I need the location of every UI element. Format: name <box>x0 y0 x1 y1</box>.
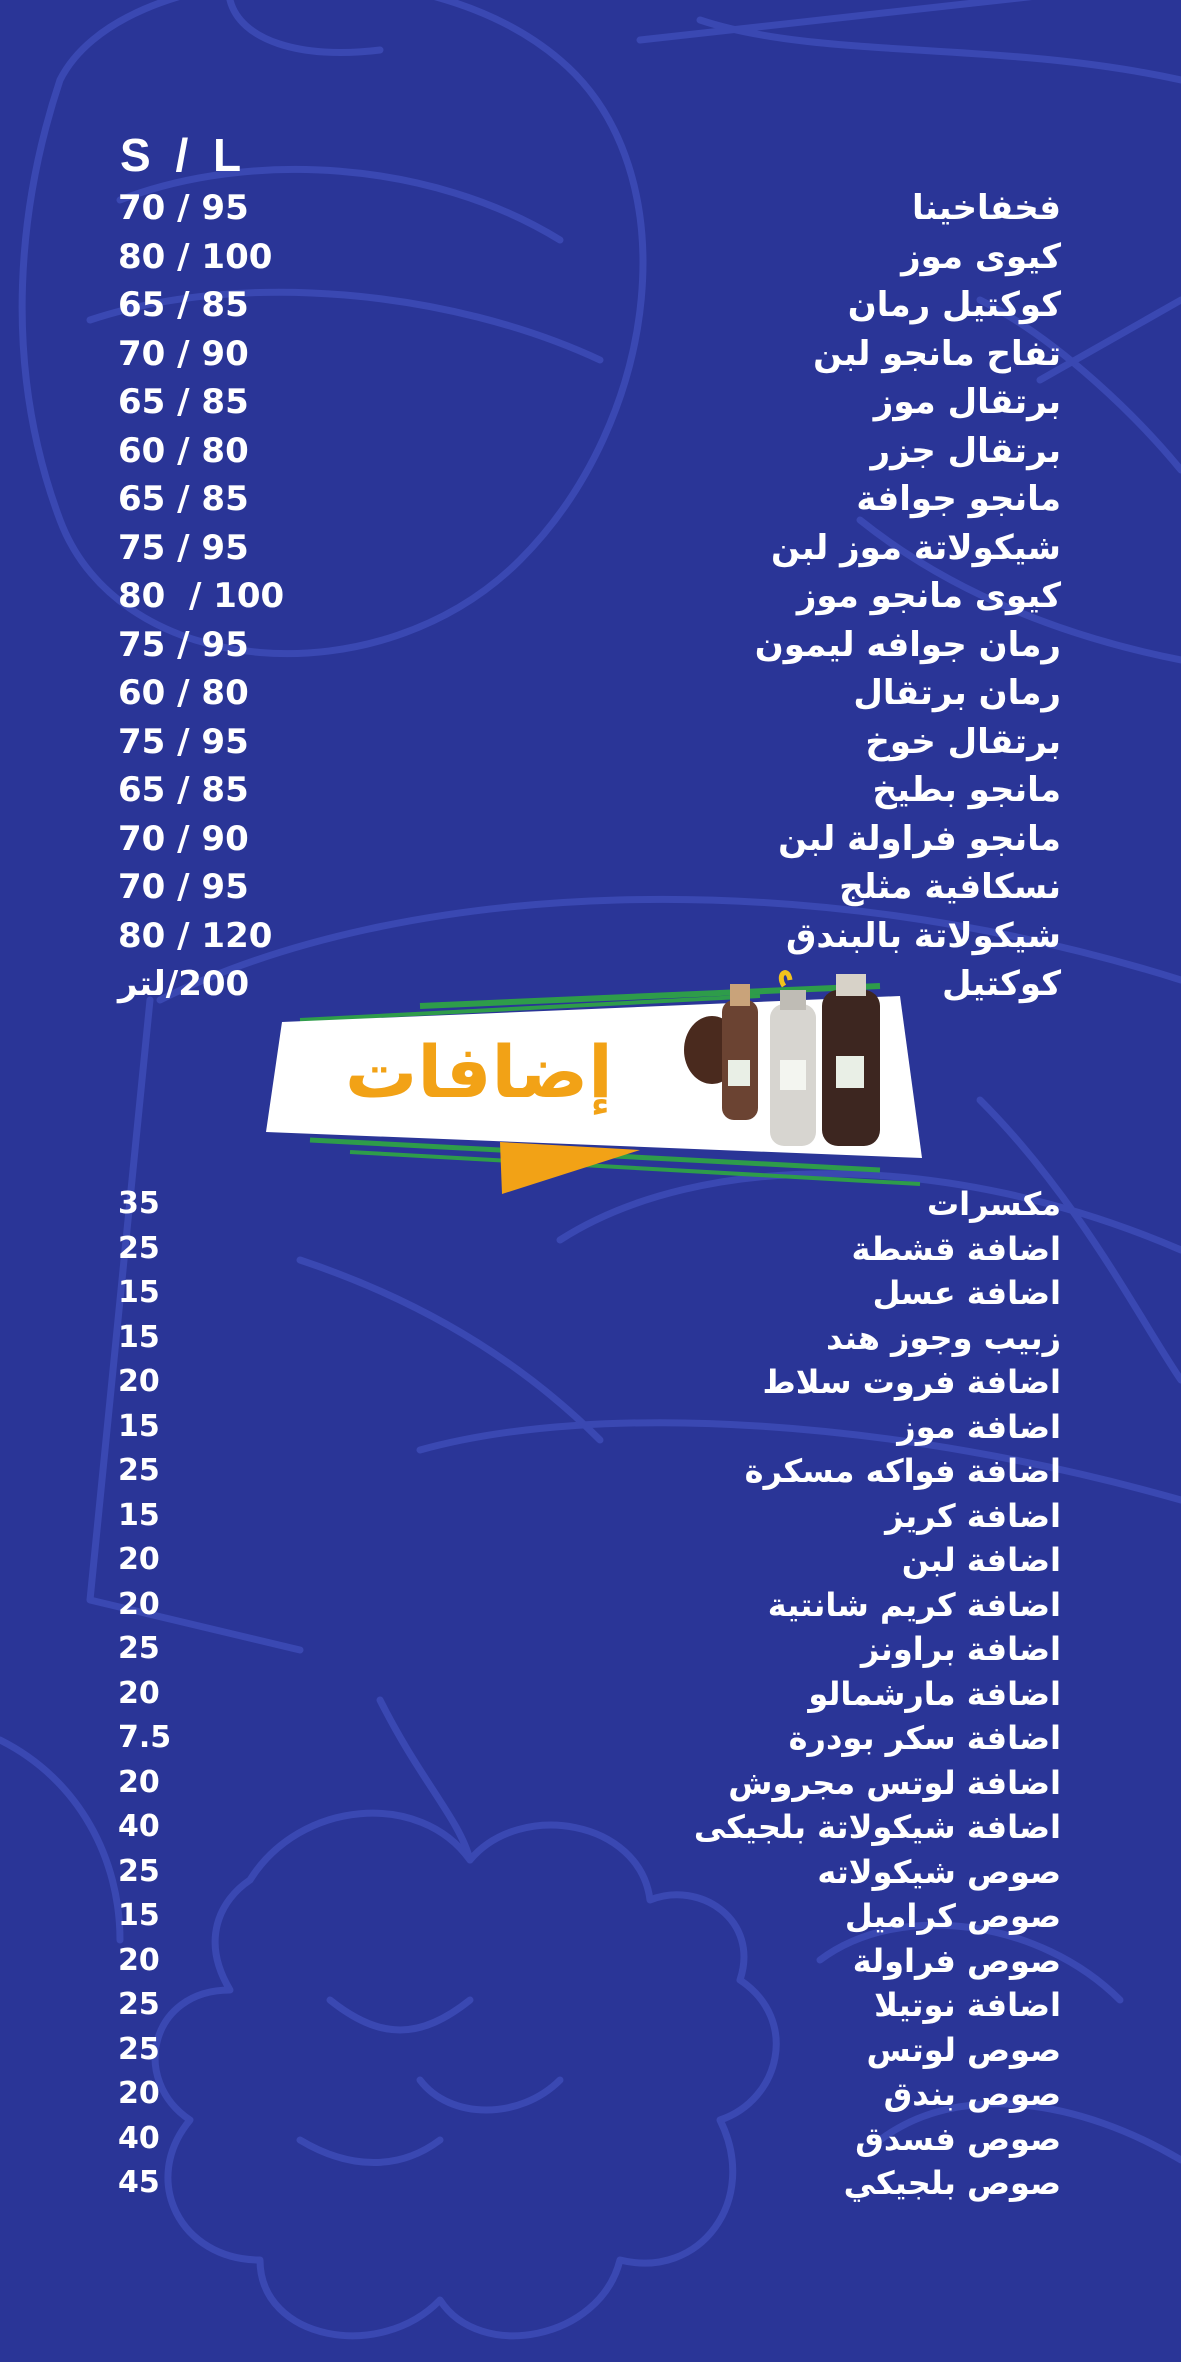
item-name: اضافة كريز <box>885 1496 1061 1535</box>
addon-row <box>0 1939 1181 1984</box>
item-price: 75 / 95 <box>118 624 249 665</box>
item-price: 70 / 90 <box>118 818 249 859</box>
item-name: كوكتيل رمان <box>847 285 1061 325</box>
addon-row <box>0 1761 1181 1806</box>
item-name: اضافة نوتيلا <box>874 1986 1061 2024</box>
item-price: 20 <box>118 2076 160 2111</box>
item-name: مانجو فراولة لبن <box>778 818 1061 859</box>
item-price: 70 / 95 <box>118 867 249 907</box>
item-price: 35 <box>118 1186 160 1221</box>
item-price: 25 <box>118 1453 160 1488</box>
addon-row <box>0 1894 1181 1939</box>
item-price: 65 / 85 <box>118 770 249 810</box>
item-name: اضافة قشطة <box>851 1229 1061 1268</box>
item-name: اضافة فروت سلاط <box>762 1363 1061 1401</box>
size-header: S / L <box>120 129 248 181</box>
addons-banner-title: إضافات <box>345 1030 613 1114</box>
item-name: مكسرات <box>926 1185 1061 1223</box>
addon-row <box>0 1405 1181 1450</box>
item-price: 40 <box>118 2120 160 2156</box>
item-name: برتقال جزر <box>870 430 1061 471</box>
addon-row <box>0 1583 1181 1628</box>
item-price: 80 / 100 <box>118 576 285 616</box>
item-name: فخفاخينا <box>911 188 1061 228</box>
item-name: اضافة كريم شانتية <box>767 1585 1061 1624</box>
item-price: 20 <box>118 1764 160 1800</box>
item-name: اضافة شيكولاتة بلجيكى <box>693 1808 1061 1846</box>
item-name: رمان برتقال <box>853 673 1061 713</box>
item-name: مانجو جوافة <box>856 479 1061 519</box>
addon-row <box>0 1538 1181 1583</box>
item-price: 80 / 100 <box>118 236 273 277</box>
item-price: 7.5 <box>118 1720 172 1755</box>
item-price: 75 / 95 <box>118 527 249 568</box>
addon-row <box>0 1805 1181 1850</box>
addon-row <box>0 1983 1181 2028</box>
item-name: كوكتيل <box>942 964 1061 1004</box>
addons-banner <box>0 1022 1181 1132</box>
item-price: 45 <box>118 2165 160 2200</box>
item-name: اضافة عسل <box>872 1274 1061 1312</box>
item-price: 25 <box>118 2031 160 2067</box>
addon-row <box>0 1316 1181 1361</box>
item-price: 70 / 95 <box>118 188 249 228</box>
item-name: اضافة فواكه مسكرة <box>744 1452 1061 1490</box>
item-price: 15 <box>118 1408 160 1444</box>
item-price: 65 / 85 <box>118 382 249 422</box>
item-name: اضافة لبن <box>901 1541 1061 1579</box>
item-name: رمان جوافه ليمون <box>754 624 1061 665</box>
item-name: تفاح مانجو لبن <box>813 333 1061 374</box>
addon-row <box>0 2117 1181 2162</box>
addon-row <box>0 1850 1181 1895</box>
item-price: 25 <box>118 1230 160 1266</box>
item-name: صوص لوتس <box>866 2030 1061 2069</box>
item-price: 80 / 120 <box>118 915 273 956</box>
item-price: 15 <box>118 1275 160 1310</box>
item-name: شيكولاتة بالبندق <box>785 915 1061 956</box>
item-name: كيوى مانجو موز <box>796 576 1061 616</box>
addon-row <box>0 1449 1181 1494</box>
item-name: كيوى موز <box>901 236 1061 277</box>
item-name: برتقال موز <box>873 382 1061 422</box>
item-price: 75 / 95 <box>118 721 249 762</box>
item-name: اضافة موز <box>897 1407 1061 1446</box>
item-name: صوص كراميل <box>844 1897 1061 1935</box>
addon-row <box>0 1360 1181 1405</box>
item-price: 20 <box>118 1586 160 1622</box>
item-price: 60 / 80 <box>118 430 249 471</box>
item-name: اضافة سكر بودرة <box>788 1719 1061 1757</box>
addon-row <box>0 1227 1181 1272</box>
item-price: 25 <box>118 1987 160 2022</box>
item-price: 65 / 85 <box>118 285 249 325</box>
item-price: 25 <box>118 1853 160 1889</box>
item-name: برتقال خوخ <box>865 721 1061 762</box>
item-price: 15 <box>118 1497 160 1533</box>
addon-row <box>0 1716 1181 1761</box>
item-name: شيكولاتة موز لبن <box>771 527 1061 568</box>
item-price: 60 / 80 <box>118 673 249 713</box>
item-price: 20 <box>118 1675 160 1711</box>
item-price: 20 <box>118 1542 160 1577</box>
item-name: اضافة براونز <box>860 1630 1061 1668</box>
item-price: 15 <box>118 1898 160 1933</box>
addon-row <box>0 1672 1181 1717</box>
item-name: صوص شيكولاته <box>817 1852 1061 1891</box>
item-price: 20 <box>118 1942 160 1978</box>
addon-row <box>0 2161 1181 2206</box>
item-name: صوص بلجيكي <box>843 2164 1061 2202</box>
item-name: اضافة مارشمالو <box>808 1674 1061 1713</box>
item-price: 70 / 90 <box>118 333 249 374</box>
item-name: زبيب وجوز هند <box>826 1318 1061 1357</box>
addon-row <box>0 1271 1181 1316</box>
item-name: صوص فسدق <box>855 2119 1061 2158</box>
item-name: صوص بندق <box>883 2075 1061 2113</box>
addon-row <box>0 2028 1181 2073</box>
addon-row <box>0 2072 1181 2117</box>
item-price: 25 <box>118 1631 160 1666</box>
item-name: مانجو بطيخ <box>872 770 1061 810</box>
item-price: 20 <box>118 1364 160 1399</box>
addon-row <box>0 1494 1181 1539</box>
addon-row <box>0 1182 1181 1227</box>
item-price: 65 / 85 <box>118 479 249 519</box>
item-price: 200/لتر <box>118 964 250 1004</box>
item-name: اضافة لوتس مجروش <box>728 1763 1061 1802</box>
item-price: 15 <box>118 1319 160 1355</box>
addon-row <box>0 1627 1181 1672</box>
item-name: صوص فراولة <box>852 1941 1061 1980</box>
item-price: 40 <box>118 1809 160 1844</box>
item-name: نسكافية مثلج <box>839 867 1061 907</box>
